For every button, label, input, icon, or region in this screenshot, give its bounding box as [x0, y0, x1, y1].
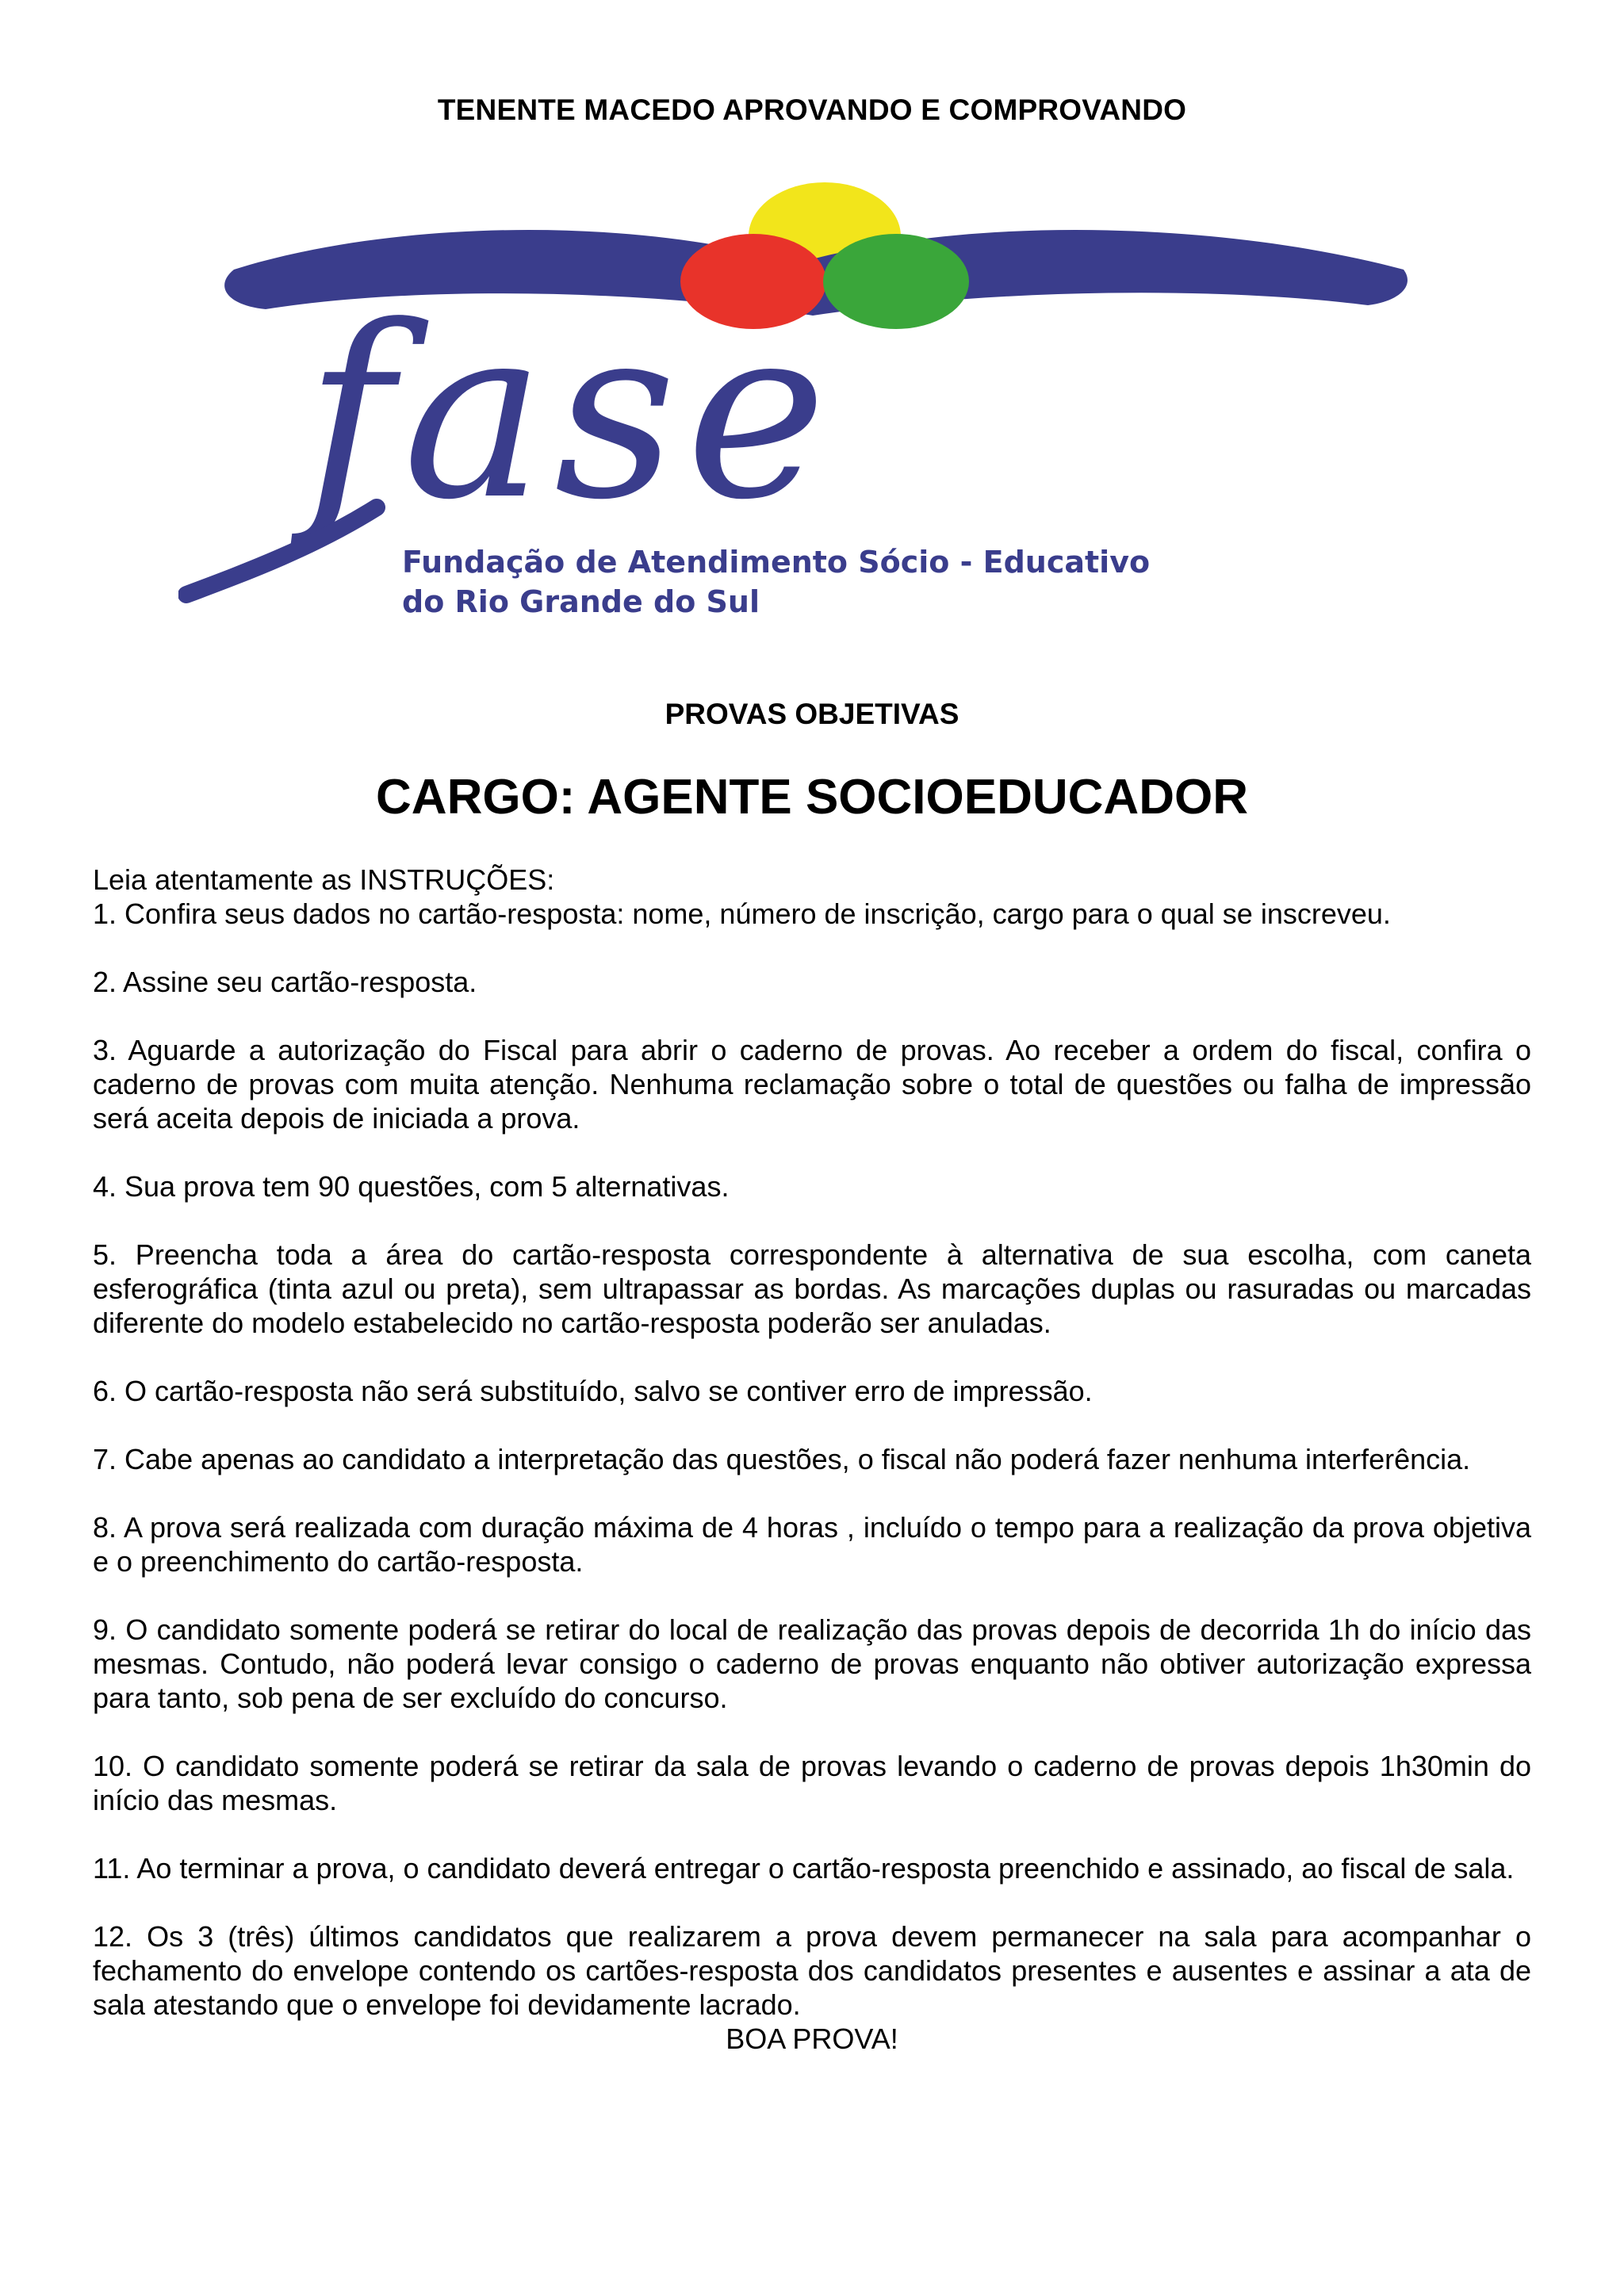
instruction-item-10: 10. O candidato somente poderá se retirar da sala de provas levando o caderno de provas depois 1h30min do início das mesmas.	[93, 1750, 1531, 1816]
top-title: TENENTE MACEDO APROVANDO E COMPROVANDO	[437, 94, 1187, 126]
fase-logo	[178, 174, 1415, 626]
instruction-item-11: 11. Ao terminar a prova, o candidato deverá entregar o cartão-resposta preenchido e assinado, ao fiscal de sala.	[93, 1852, 1515, 1885]
closing-text: BOA PROVA!	[726, 2022, 898, 2055]
instruction-item-9: 9. O candidato somente poderá se retirar do local de realização das provas depois de decorrida 1h do início das mesmas. Contudo, não poderá levar consigo o caderno de provas enquanto não obtiver autorização expressa para tanto, sob pena de ser excluído do concurso.	[93, 1613, 1531, 1714]
instruction-item-2: 2. Assine seu cartão-resposta.	[93, 966, 477, 998]
logo-green-circle	[823, 234, 969, 329]
instruction-item-3: 3. Aguarde a autorização do Fiscal para abrir o caderno de provas. Ao receber a ordem do fiscal, confira o caderno de provas com muita atenção. Nenhuma reclamação sobre o total de questões ou falha de impressão será aceita depois de iniciada a prova.	[93, 1034, 1531, 1135]
instruction-item-8: 8. A prova será realizada com duração máxima de 4 horas , incluído o tempo para a realização da prova objetiva e o preenchimento do cartão-resposta.	[93, 1511, 1531, 1578]
section-title: PROVAS OBJETIVAS	[665, 698, 959, 730]
instruction-item-7: 7. Cabe apenas ao candidato a interpretação das questões, o fiscal não poderá fazer nenhuma interferência.	[93, 1443, 1471, 1475]
instruction-item-4: 4. Sua prova tem 90 questões, com 5 alternativas.	[93, 1170, 730, 1203]
instructions-block	[93, 863, 1531, 2056]
instruction-item-12: 12. Os 3 (três) últimos candidatos que realizarem a prova devem permanecer na sala para acompanhar o fechamento do envelope contendo os cartões-resposta dos candidatos presentes e ausentes e assinar a ata de sala atestando que o envelope foi devidamente lacrado.	[93, 1920, 1531, 2021]
logo-wordmark: fase	[305, 275, 837, 552]
cargo-title: CARGO: AGENTE SOCIOEDUCADOR	[376, 770, 1248, 825]
logo-subtitle-line2: do Rio Grande do Sul	[402, 584, 760, 619]
instruction-item-6: 6. O cartão-resposta não será substituído, salvo se contiver erro de impressão.	[93, 1375, 1093, 1407]
instruction-item-5: 5. Preencha toda a área do cartão-resposta correspondente à alternativa de sua escolha, com caneta esferográfica (tinta azul ou preta), sem ultrapassar as bordas. As marcações duplas ou rasuradas ou marcadas diferente do modelo estabelecido no cartão-resposta poderão ser anuladas.	[93, 1238, 1531, 1339]
instructions-intro: Leia atentamente as INSTRUÇÕES:	[93, 863, 555, 896]
logo-subtitle-line1: Fundação de Atendimento Sócio - Educativo	[402, 545, 1151, 580]
instruction-item-1: 1. Confira seus dados no cartão-resposta: nome, número de inscrição, cargo para o qual se inscreveu.	[93, 897, 1391, 930]
